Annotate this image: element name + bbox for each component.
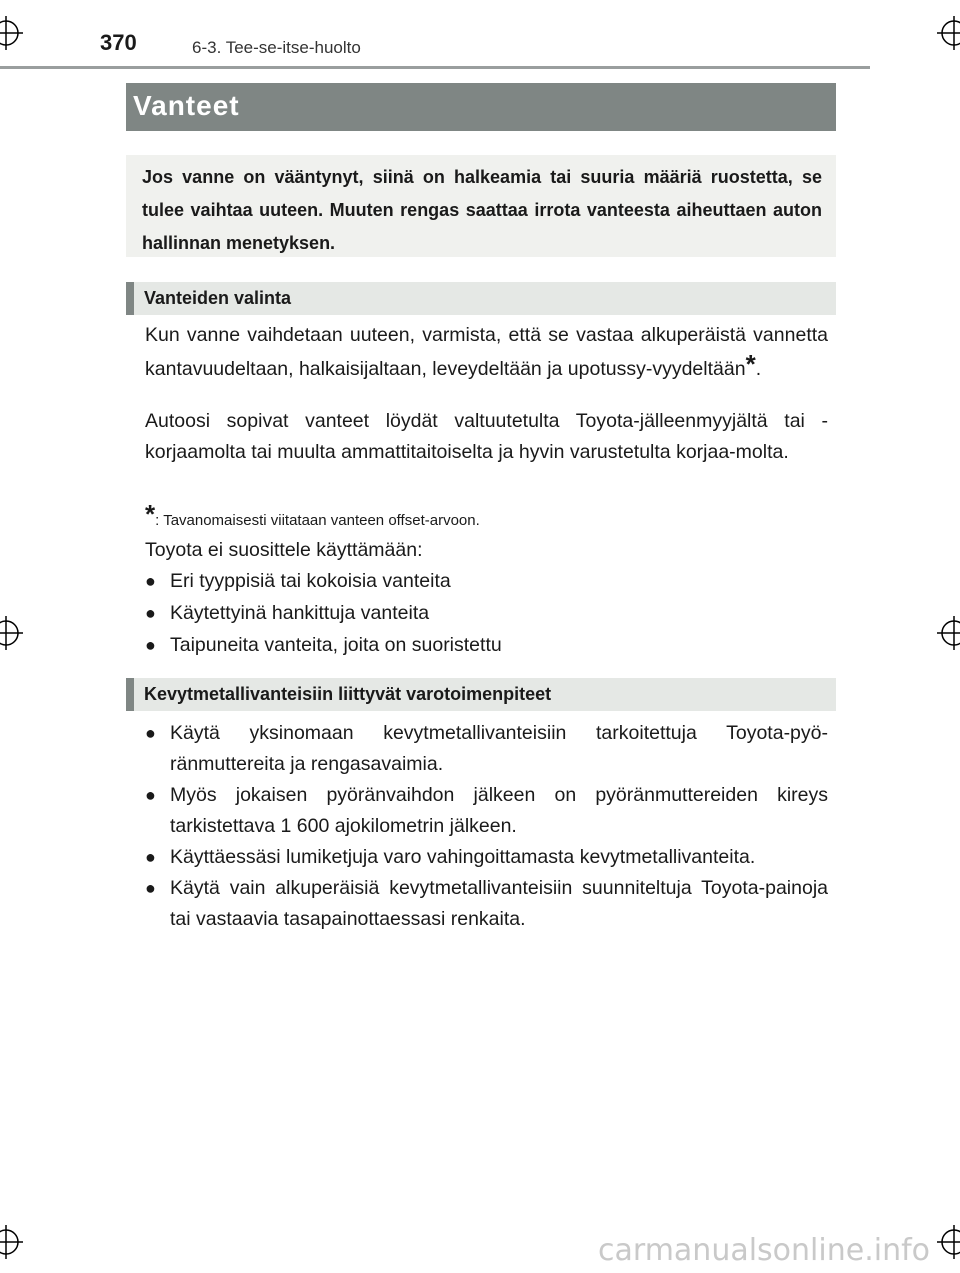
chapter-title: 6-3. Tee-se-itse-huolto xyxy=(192,38,361,57)
bullet-icon: ● xyxy=(145,635,156,655)
paragraph-text: Toyota ei suosittele käyttämään: xyxy=(145,539,423,561)
list-item-text: Myös jokaisen pyöränvaihdon jälkeen on pyöränmuttereiden kireys tarkistettava 1 600 ajokilometrin jälkeen. xyxy=(170,784,828,837)
subsection-heading-rim-selection xyxy=(126,282,836,315)
list-item-text: Käytettyinä hankittuja vanteita xyxy=(170,602,430,624)
registration-mark-icon xyxy=(937,16,960,50)
list-item-text: Käytä vain alkuperäisiä kevytmetallivanteisiin suunniteltuja Toyota-painoja tai vastaavia tasapainottaessasi renkaita. xyxy=(170,877,828,930)
list-item xyxy=(145,873,828,935)
bullet-icon: ● xyxy=(145,847,156,867)
header-divider xyxy=(0,66,870,69)
list-item xyxy=(145,718,828,780)
list-item xyxy=(145,630,828,661)
paragraph-rim-specs xyxy=(145,320,828,385)
registration-mark-icon xyxy=(0,1225,23,1259)
paragraph-period: . xyxy=(755,358,762,380)
list-item-text: Käyttäessäsi lumiketjuja varo vahingoittamasta kevytmetallivanteita. xyxy=(170,846,756,868)
page-title: Vanteet xyxy=(133,90,240,121)
paragraph-text: Kun vanne vaihdetaan uuteen, varmista, että se vastaa alkuperäistä vannetta kantavuudeltaan, halkaisijaltaan, leveydeltään ja upotussy-vyydeltään xyxy=(145,324,828,380)
footnote-text: : Tavanomaisesti viitataan vanteen offset-arvoon. xyxy=(155,512,480,529)
footnote xyxy=(145,499,480,534)
paragraph-intro xyxy=(145,535,828,566)
registration-mark-icon xyxy=(937,616,960,650)
bullet-icon: ● xyxy=(145,878,156,898)
bullet-icon: ● xyxy=(145,723,156,743)
page-number: 370 xyxy=(100,30,137,55)
subsection-heading-text: Vanteiden valinta xyxy=(144,288,292,308)
subsection-heading-text: Kevytmetallivanteisiin liittyvät varotoimenpiteet xyxy=(144,684,552,704)
registration-mark-icon xyxy=(937,1225,960,1259)
warning-text: Jos vanne on vääntynyt, siinä on halkeamia tai suuria määriä ruostetta, se tulee vaihtaa uuteen. Muuten rengas saattaa irrota vanteesta aiheuttaen auton hallinnan menetyksen. xyxy=(142,167,822,253)
list-item-text: Eri tyyppisiä tai kokoisia vanteita xyxy=(170,570,451,592)
registration-mark-icon xyxy=(0,16,23,50)
bullet-icon: ● xyxy=(145,603,156,623)
footnote-marker: * xyxy=(745,349,756,379)
bullet-icon: ● xyxy=(145,571,156,591)
list-item xyxy=(145,566,828,597)
list-item-text: Taipuneita vanteita, joita on suoristettu xyxy=(170,634,502,656)
registration-mark-icon xyxy=(0,616,23,650)
footnote-marker: * xyxy=(145,499,156,529)
list-item-text: Käytä yksinomaan kevytmetallivanteisiin tarkoitettuja Toyota-pyö-ränmuttereita ja rengasavaimia. xyxy=(170,722,828,775)
list-item xyxy=(145,780,828,842)
list-item xyxy=(145,598,828,629)
watermark: carmanualsonline.info xyxy=(598,1233,930,1268)
warning-box xyxy=(126,155,836,257)
section-title-bar xyxy=(126,83,836,131)
list-item xyxy=(145,842,828,873)
bullet-icon: ● xyxy=(145,785,156,805)
subsection-heading-alloy-precautions xyxy=(126,678,836,711)
paragraph-text: Autoosi sopivat vanteet löydät valtuutetulta Toyota-jälleenmyyjältä tai -korjaamolta tai muulta ammattitaitoiselta ja hyvin varustetulta korjaa-molta. xyxy=(145,410,828,463)
paragraph-dealer xyxy=(145,406,828,468)
